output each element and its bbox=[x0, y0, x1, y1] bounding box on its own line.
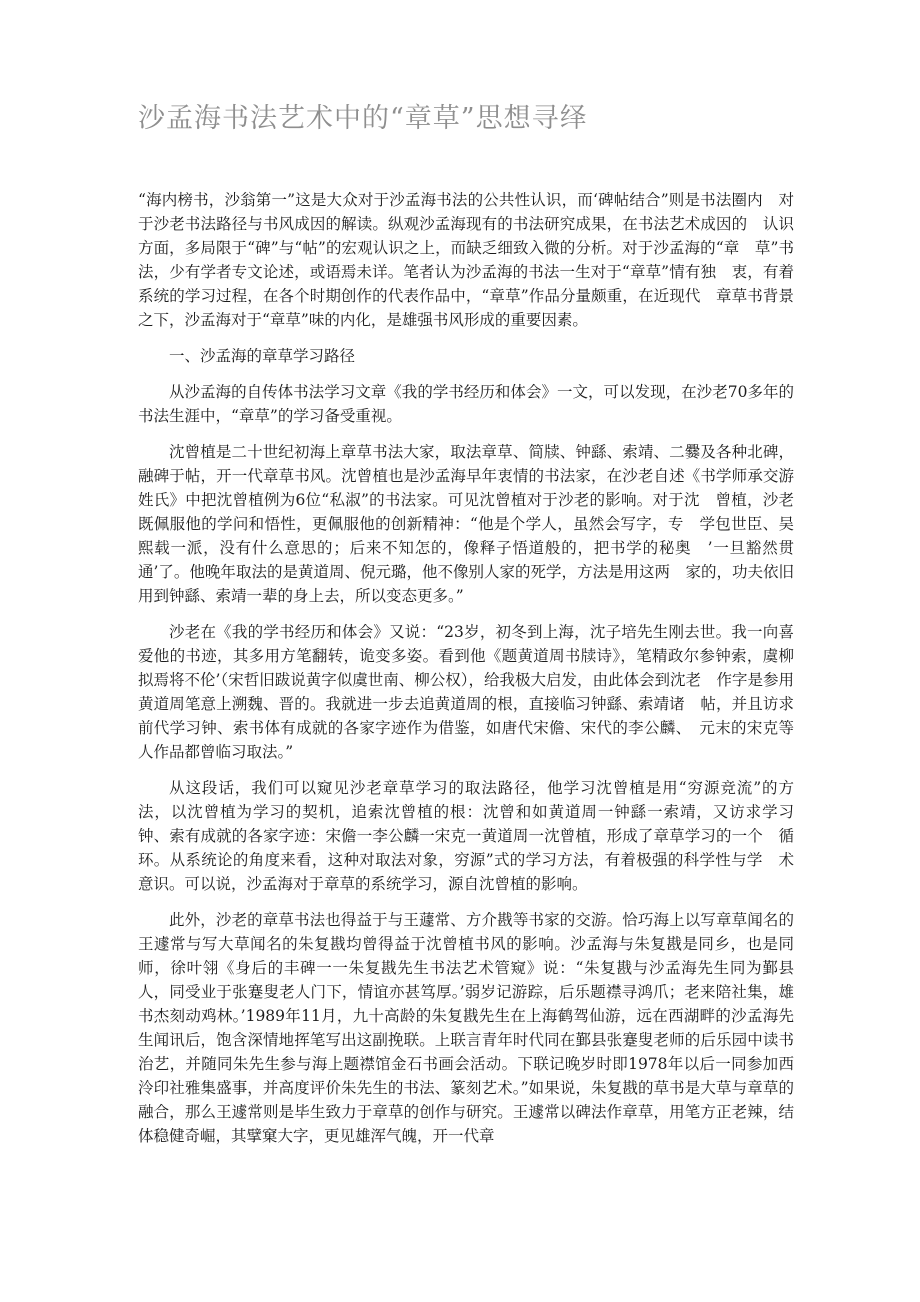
document-body bbox=[138, 188, 810, 1160]
body-paragraph: 此外，沙老的章草书法也得益于与王蘧常、方介戡等书家的交游。恰巧海上以写章草闻名的王遽常与写大草闻名的朱复戡均曾得益于沈曾植书风的影响。沙孟海与朱复戡是同乡，也是同师，徐叶翎《身后的丰碑一一朱复戡先生书法艺术管窥》说：“朱复戡与沙孟海先生同为鄞县人，同受业于张蹇叟老人门下，情谊亦甚笃厚。’弱岁记游踪，后乐题襟寻鸿爪；老来陪社集，雄书杰刻动鸡林。’1989年11月，九十高龄的朱复戡先生在上海鹤驾仙游，远在西湖畔的沙孟海先生闻讯后，饱含深情地挥笔写出这副挽联。上联言青年时代同在鄞县张蹇叟老师的后乐园中读书治艺，并随同朱先生参与海上题襟馆金石书画会活动。下联记晚岁时即1978年以后一同参加西泠印社雅集盛事，并高度评价朱先生的书法、篆刻艺术。”如果说，朱复戡的草书是大草与章草的融合，那么王遽常则是毕生致力于章草的创作与研究。王遽常以碑法作章草，用笔方正老辣，结体稳健奇崛，其擘窠大字，更见雄浑气魄，开一代章 bbox=[138, 911, 794, 1145]
body-paragraph: 从沙孟海的自传体书法学习文章《我的学书经历和体会》一文，可以发现，在沙老70多年的书法生涯中，“章草”的学习备受重视。 bbox=[138, 383, 794, 425]
document-title: 沙孟海书法艺术中的“章草”思想寻绎 bbox=[138, 103, 588, 134]
intro-paragraph: “海内榜书，沙翁第一”这是大众对于沙孟海书法的公共性认识，而‘碑帖结合”则是书法圈内 对于沙老书法路径与书风成因的解读。纵观沙孟海现有的书法研究成果，在书法艺术成因的 认识方面，多局限于“碑”与“帖”的宏观认识之上，而缺乏细致入微的分析。对于沙孟海的“章 草”书法，少有学者专文论述，或语焉未详。笔者认为沙孟海的书法一生对于“章草”情有独 衷，有着系统的学习过程，在各个时期创作的代表作品中，“章草”作品分量颇重，在近现代 章草书背景之下，沙孟海对于“章草”味的内化，是雄强书风形成的重要因素。 bbox=[138, 191, 794, 329]
body-paragraph: 沈曾植是二十世纪初海上章草书法大家，取法章草、简牍、钟繇、索靖、二爨及各种北碑，融碑于帖，开一代章草书风。沈曾植也是沙孟海早年衷情的书法家，在沙老自述《书学师承交游姓氏》中把沈曾植例为6位“私淑”的书法家。可见沈曾植对于沙老的影响。对于沈 曾植，沙老既佩服他的学问和悟性，更佩服他的创新精神：“他是个学人，虽然会写字，专 学包世臣、吴熙载一派，没有什么意思的；后来不知怎的，像释子悟道般的，把书学的秘奥 ’一旦豁然贯通’了。他晚年取法的是黄道周、倪元璐，他不像别人家的死学，方法是用这两 家的，功夫依旧用到钟繇、索靖一辈的身上去，所以变态更多。” bbox=[138, 443, 794, 605]
body-paragraph: 沙老在《我的学书经历和体会》又说：“23岁，初冬到上海，沈子培先生刚去世。我一向喜爱他的书迹，其多用方笔翻转，诡变多姿。看到他《题黄道周书牍诗》，笔精政尔参钟索，虞柳拟焉将不伦’（宋哲旧跋说黄字似虞世南、柳公权），给我极大启发，由此体会到沈老 作字是参用黄道周笔意上溯魏、晋的。我就进一步去追黄道周的根，直接临习钟繇、索靖诸 帖，并且访求前代学习钟、索书体有成就的各家字迹作为借鉴，如唐代宋儋、宋代的李公麟、 元末的宋克等人作品都曾临习取法。” bbox=[138, 623, 794, 761]
section-heading: 一、沙孟海的章草学习路径 bbox=[169, 347, 356, 365]
body-paragraph: 从这段话，我们可以窥见沙老章草学习的取法路径，他学习沈曾植是用“穷源竞流”的方 法，以沈曾植为学习的契机，追索沈曾植的根：沈曾和如黄道周一钟繇一索靖，又访求学习 钟、索有成就的各家字迹：宋儋一李公麟一宋克一黄道周一沈曾植，形成了章草学习的一个 循环。从系统论的角度来看，这种对取法对象，穷源”式的学习方法，有着极强的科学性与学 术意识。可以说，沙孟海对于章草的系统学习，源自沈曾植的影响。 bbox=[138, 779, 810, 893]
